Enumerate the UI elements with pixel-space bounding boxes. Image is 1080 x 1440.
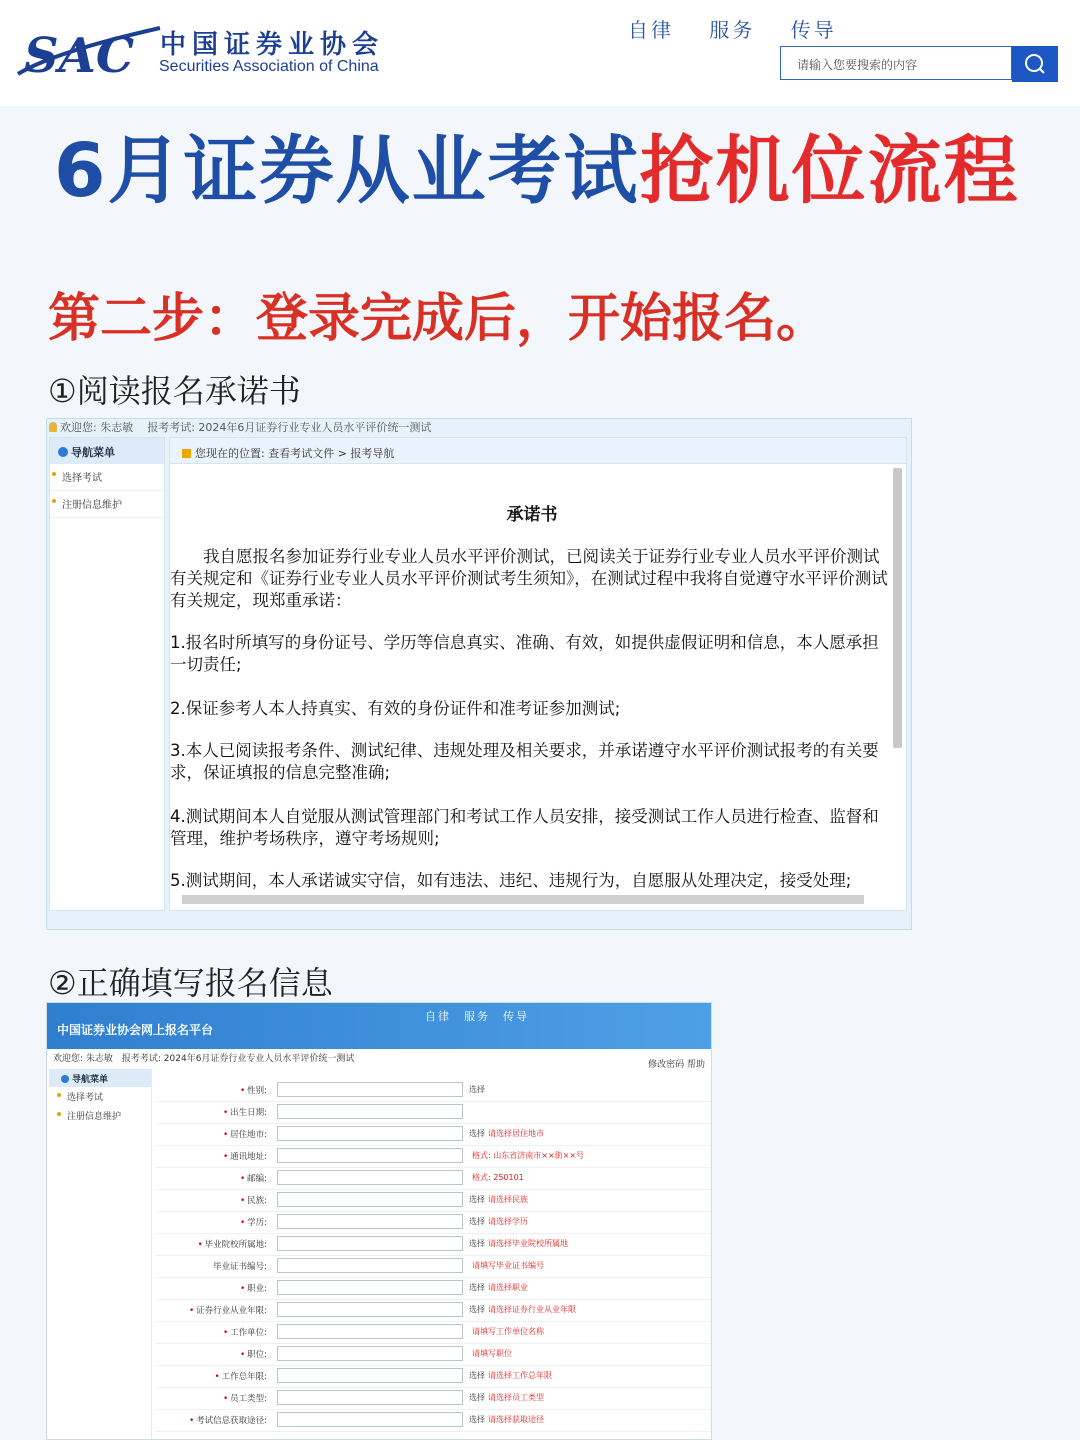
section-title-fill-info: ②正确填写报名信息 <box>48 964 333 1002</box>
field-label <box>240 1172 267 1184</box>
field-input[interactable] <box>277 1170 463 1185</box>
field-label <box>223 1106 267 1118</box>
field-label <box>189 1414 267 1426</box>
field-label-text: 邮编: <box>247 1174 267 1184</box>
form-row <box>155 1211 711 1234</box>
form-row <box>155 1387 711 1410</box>
welcome-bar <box>49 419 431 435</box>
form-row <box>155 1123 711 1146</box>
site-slogan <box>628 14 863 43</box>
nav-header <box>49 1069 151 1087</box>
required-mark: • <box>223 1130 229 1140</box>
field-input[interactable] <box>277 1236 463 1251</box>
search-icon <box>1012 46 1058 82</box>
field-label-text: 毕业证书编号: <box>213 1262 267 1272</box>
slogan-word: 传导 <box>790 18 837 42</box>
select-link[interactable]: 选择 <box>469 1393 485 1402</box>
field-hint-text: 请填写工作单位名称 <box>472 1327 544 1336</box>
field-input[interactable] <box>277 1148 463 1163</box>
pledge-document <box>169 437 907 911</box>
field-label <box>240 1282 267 1294</box>
required-mark: • <box>240 1284 246 1294</box>
nav-item-registration-info[interactable] <box>49 1106 151 1125</box>
required-mark: • <box>197 1240 203 1250</box>
field-label-text: 考试信息获取途径: <box>196 1416 267 1426</box>
select-link[interactable]: 选择 <box>469 1283 485 1292</box>
field-input[interactable] <box>277 1082 463 1097</box>
pledge-paragraph: 1.报名时所填写的身份证号、学历等信息真实、准确、有效，如提供虚假证明和信息，本人愿承担一切责任; <box>170 633 879 674</box>
field-input[interactable] <box>277 1324 463 1339</box>
field-label-text: 通讯地址: <box>230 1152 267 1162</box>
field-input[interactable] <box>277 1126 463 1141</box>
horizontal-scrollbar[interactable] <box>182 895 864 904</box>
pledge-paragraph: 3.本人已阅读报考条件、测试纪律、违规处理及相关要求，并承诺遵守水平评价测试报考的有关要求，保证填报的信息完整准确; <box>170 741 879 782</box>
field-input[interactable] <box>277 1302 463 1317</box>
required-mark: • <box>189 1306 195 1316</box>
field-hint-text: 格式: 山东省济南市××街××号 <box>472 1151 585 1160</box>
form-row <box>155 1167 711 1190</box>
select-link[interactable]: 选择 <box>469 1129 485 1138</box>
welcome-user: 欢迎您: 朱志敏 <box>60 421 134 434</box>
field-input[interactable] <box>277 1258 463 1273</box>
field-hint <box>469 1084 488 1095</box>
field-label-text: 民族: <box>247 1196 267 1206</box>
nav-item-registration-info[interactable] <box>50 491 164 518</box>
form-row <box>155 1321 711 1344</box>
section-title-read-pledge: ①阅读报名承诺书 <box>48 372 301 410</box>
field-label <box>240 1216 267 1228</box>
field-label-text: 学历: <box>247 1218 267 1228</box>
svg-text:SAC: SAC <box>24 28 135 82</box>
nav-item-label: 注册信息维护 <box>67 1112 122 1122</box>
required-mark: • <box>240 1218 246 1228</box>
field-label <box>223 1326 267 1338</box>
field-input[interactable] <box>277 1280 463 1295</box>
field-hint <box>469 1304 576 1315</box>
form-row <box>155 1365 711 1388</box>
field-label-text: 性别: <box>247 1086 267 1096</box>
bullet-icon <box>52 499 56 503</box>
field-hint <box>469 1150 584 1161</box>
required-mark: • <box>223 1108 229 1118</box>
required-mark: • <box>240 1174 246 1184</box>
platform-slogan: 自律 服务 传导 <box>425 1010 529 1023</box>
title-part-blue: 6月证券从业考试 <box>54 128 640 214</box>
select-link[interactable]: 选择 <box>469 1217 485 1226</box>
field-input[interactable] <box>277 1192 463 1207</box>
pledge-paragraph: 4.测试期间本人自觉服从测试管理部门和考试工作人员安排，接受测试工作人员进行检查、监督和管理，维护考场秩序，遵守考场规则; <box>170 807 879 848</box>
required-mark: • <box>240 1086 246 1096</box>
step-title: 第二步：登录完成后，开始报名。 <box>48 289 829 349</box>
field-hint-text: 请选择职业 <box>488 1283 528 1292</box>
field-hint <box>469 1370 552 1381</box>
field-hint-text: 请选择获取途径 <box>488 1415 544 1424</box>
field-hint-text: 请选择毕业院校所属地 <box>488 1239 568 1248</box>
field-hint-text: 请选择居住地市 <box>488 1129 544 1138</box>
pledge-paragraph: 我自愿报名参加证券行业专业人员水平评价测试，已阅读关于证券行业专业人员水平评价测试有关规定和《证券行业专业人员水平评价测试考生须知》，在测试过程中我将自觉遵守水平评价测试有关规定，现郑重承诺： <box>170 547 888 610</box>
pledge-title: 承诺书 <box>506 505 558 525</box>
field-label-text: 居住地市: <box>230 1130 267 1140</box>
menu-icon <box>61 1075 69 1083</box>
form-row <box>155 1277 711 1300</box>
field-hint-text: 格式: 250101 <box>472 1173 524 1182</box>
nav-menu <box>49 1069 152 1439</box>
field-hint <box>469 1106 472 1115</box>
required-mark: • <box>240 1196 246 1206</box>
required-mark: • <box>214 1372 220 1382</box>
select-link[interactable]: 选择 <box>469 1415 485 1424</box>
registration-form-screenshot <box>46 1002 712 1440</box>
nav-menu <box>49 437 165 911</box>
select-link[interactable]: 选择 <box>469 1239 485 1248</box>
form-row <box>155 1343 711 1366</box>
form-row <box>155 1145 711 1168</box>
logo-chinese-name: 中国证券业协会 <box>160 30 385 60</box>
required-mark: • <box>240 1350 246 1360</box>
field-label-text: 证券行业从业年限: <box>196 1306 267 1316</box>
welcome-bar: 欢迎您: 朱志敏 报考考试: 2024年6月证券行业专业人员水平评价统一测试 <box>53 1054 355 1064</box>
field-hint <box>469 1216 528 1227</box>
field-label <box>240 1194 267 1206</box>
field-label-text: 毕业院校所属地: <box>204 1240 267 1250</box>
field-input[interactable] <box>277 1104 463 1119</box>
welcome-exam: 报考考试: 2024年6月证券行业专业人员水平评价统一测试 <box>147 421 432 434</box>
field-label-text: 职位: <box>247 1350 267 1360</box>
form-row <box>155 1233 711 1256</box>
breadcrumb-text: 您现在的位置: 查看考试文件 > 报考导航 <box>195 447 395 460</box>
field-label-text: 工作单位: <box>230 1328 267 1338</box>
field-hint-text: 请选择学历 <box>488 1217 528 1226</box>
nav-header-label: 导航菜单 <box>71 446 115 459</box>
slogan-word: 自律 <box>628 18 674 42</box>
nav-item-select-exam[interactable] <box>49 1087 151 1106</box>
field-label-text: 员工类型: <box>230 1394 267 1404</box>
field-input[interactable] <box>277 1214 463 1229</box>
field-label-text: 出生日期: <box>230 1108 267 1118</box>
nav-item-label: 选择考试 <box>62 473 102 484</box>
field-hint-text: 请选择证券行业从业年限 <box>488 1305 576 1314</box>
field-hint <box>469 1260 544 1271</box>
select-link[interactable]: 选择 <box>469 1371 485 1380</box>
field-hint-text: 请选择工作总年限 <box>488 1371 552 1380</box>
field-hint-text: 请选择员工类型 <box>488 1393 544 1402</box>
user-icon <box>49 422 57 432</box>
required-mark: • <box>223 1328 229 1338</box>
nav-item-label: 选择考试 <box>67 1093 104 1103</box>
nav-item-select-exam[interactable] <box>50 464 164 491</box>
select-link[interactable]: 选择 <box>469 1305 485 1314</box>
nav-header <box>50 438 164 464</box>
form-row <box>155 1299 711 1322</box>
bullet-icon <box>57 1112 61 1116</box>
field-hint-text: 请选择民族 <box>488 1195 528 1204</box>
select-link[interactable]: 选择 <box>469 1195 485 1204</box>
vertical-scrollbar[interactable] <box>893 468 902 748</box>
title-part-red: 抢机位流程 <box>639 128 1020 214</box>
field-hint <box>469 1128 544 1139</box>
field-hint <box>469 1282 528 1293</box>
field-label <box>223 1150 267 1162</box>
field-label <box>213 1260 267 1272</box>
nav-header-label: 导航菜单 <box>72 1075 109 1085</box>
field-hint <box>469 1326 544 1337</box>
form-row <box>155 1409 711 1432</box>
field-label <box>198 1238 267 1250</box>
search-input[interactable]: 请输入您要搜索的内容 <box>780 46 1012 80</box>
platform-header <box>47 1003 712 1049</box>
form-row <box>155 1079 711 1102</box>
slogan-word: 服务 <box>709 18 756 42</box>
pledge-screenshot <box>46 418 912 930</box>
breadcrumb <box>170 438 906 464</box>
menu-icon <box>58 447 68 457</box>
logo-english-name: Securities Association of China <box>159 58 379 75</box>
required-mark: • <box>189 1416 195 1426</box>
bullet-icon <box>52 472 56 476</box>
field-input[interactable] <box>277 1368 463 1383</box>
nav-item-label: 注册信息维护 <box>62 500 122 511</box>
field-label <box>215 1370 267 1382</box>
field-hint <box>469 1392 544 1403</box>
field-input[interactable] <box>277 1390 463 1405</box>
required-mark: • <box>223 1394 229 1404</box>
field-label <box>189 1304 267 1316</box>
field-input[interactable] <box>277 1412 463 1427</box>
form-row <box>155 1101 711 1124</box>
select-link[interactable]: 选择 <box>469 1085 485 1094</box>
home-icon <box>182 449 191 458</box>
required-mark: • <box>223 1152 229 1162</box>
form-row <box>155 1189 711 1212</box>
field-label-text: 职业: <box>247 1284 267 1294</box>
page-title <box>54 112 1020 218</box>
top-links[interactable]: 修改密码 帮助 <box>648 1060 705 1070</box>
site-header <box>0 0 1080 106</box>
field-label-text: 工作总年限: <box>221 1372 267 1382</box>
field-hint <box>469 1414 544 1425</box>
field-hint-text: 请填写毕业证书编号 <box>472 1261 544 1270</box>
field-label <box>223 1392 267 1404</box>
field-hint <box>469 1348 512 1359</box>
field-label <box>240 1084 267 1096</box>
platform-title: 中国证券业协会网上报名平台 <box>57 1023 214 1037</box>
search-button[interactable] <box>1012 46 1058 82</box>
field-hint <box>469 1194 528 1205</box>
bullet-icon <box>57 1093 61 1097</box>
field-hint <box>469 1238 568 1249</box>
form-row <box>155 1255 711 1278</box>
field-input[interactable] <box>277 1346 463 1361</box>
field-label <box>223 1128 267 1140</box>
pledge-paragraph: 5.测试期间，本人承诺诚实守信，如有违法、违纪、违规行为，自愿服从处理决定，接受处理; <box>170 871 852 890</box>
field-label <box>240 1348 267 1360</box>
pledge-paragraph: 2.保证参考人本人持真实、有效的身份证件和准考证参加测试; <box>170 699 621 718</box>
sac-logo-icon[interactable] <box>14 22 162 82</box>
field-hint-text: 请填写职位 <box>472 1349 512 1358</box>
field-hint <box>469 1172 524 1183</box>
